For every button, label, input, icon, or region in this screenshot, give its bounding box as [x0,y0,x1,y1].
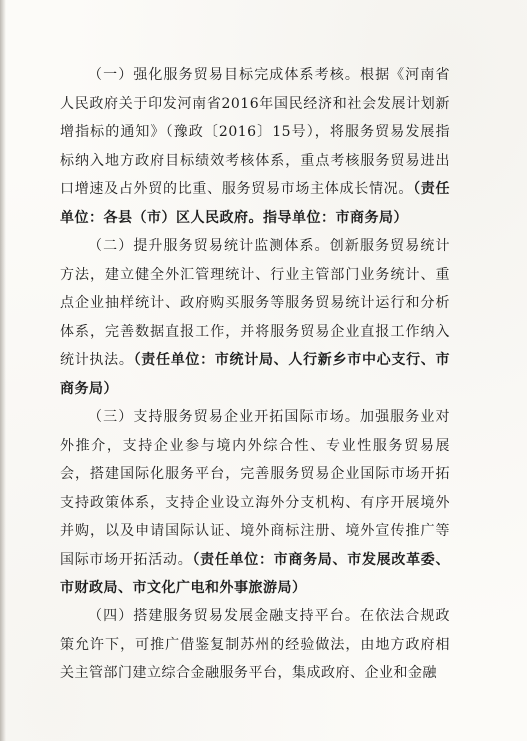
paragraph-3-responsibility: （责任单位：市商务局、市发展改革委、市财政局、市文化广电和外事旅游局） [60,551,451,596]
page-shadow-edge [0,0,6,741]
paragraph-4-body: （四）搭建服务贸易发展金融支持平台。在依法合规政策允许下，可推广借鉴复制苏州的经验做法，由地方政府相关主管部门建立综合金融服务平台，集成政府、企业和金融 [60,608,450,681]
paragraph-1-responsibility: （责任单位：各县（市）区人民政府。指导单位：市商务局） [60,181,451,226]
paragraph-3-body: （三）支持服务贸易企业开拓国际市场。加强服务业对外推介，支持企业参与境内外综合性、专业性服务贸易展会，搭建国际化服务平台，完善服务贸易企业国际市场开拓支持政策体系，支持企业设立海外分支机构、有序开展境外并购，以及申请国际认证、境外商标注册、境外宣传推广等国际市场开拓活动。 [60,409,450,568]
paragraph-2 [60,232,450,403]
paragraph-4 [60,602,450,688]
paragraph-1-body: （一）强化服务贸易目标完成体系考核。根据《河南省人民政府关于印发河南省2016年国民经济和社会发展计划新增指标的通知》（豫政〔2016〕15号），将服务贸易发展指标纳入地方政府目标绩效考核体系，重点考核服务贸易进出口增速及占外贸的比重、服务贸易市场主体成长情况。 [60,67,450,197]
paragraph-2-body: （二）提升服务贸易统计监测体系。创新服务贸易统计方法，建立健全外汇管理统计、行业主管部门业务统计、重点企业抽样统计、政府购买服务等服务贸易统计运行和分析体系，完善数据直报工作，并将服务贸易企业直报工作纳入统计执法。 [60,238,450,368]
paragraph-2-responsibility: （责任单位：市统计局、人行新乡市中心支行、市商务局） [60,352,451,397]
paragraph-3 [60,403,450,603]
paragraph-1 [60,61,450,232]
